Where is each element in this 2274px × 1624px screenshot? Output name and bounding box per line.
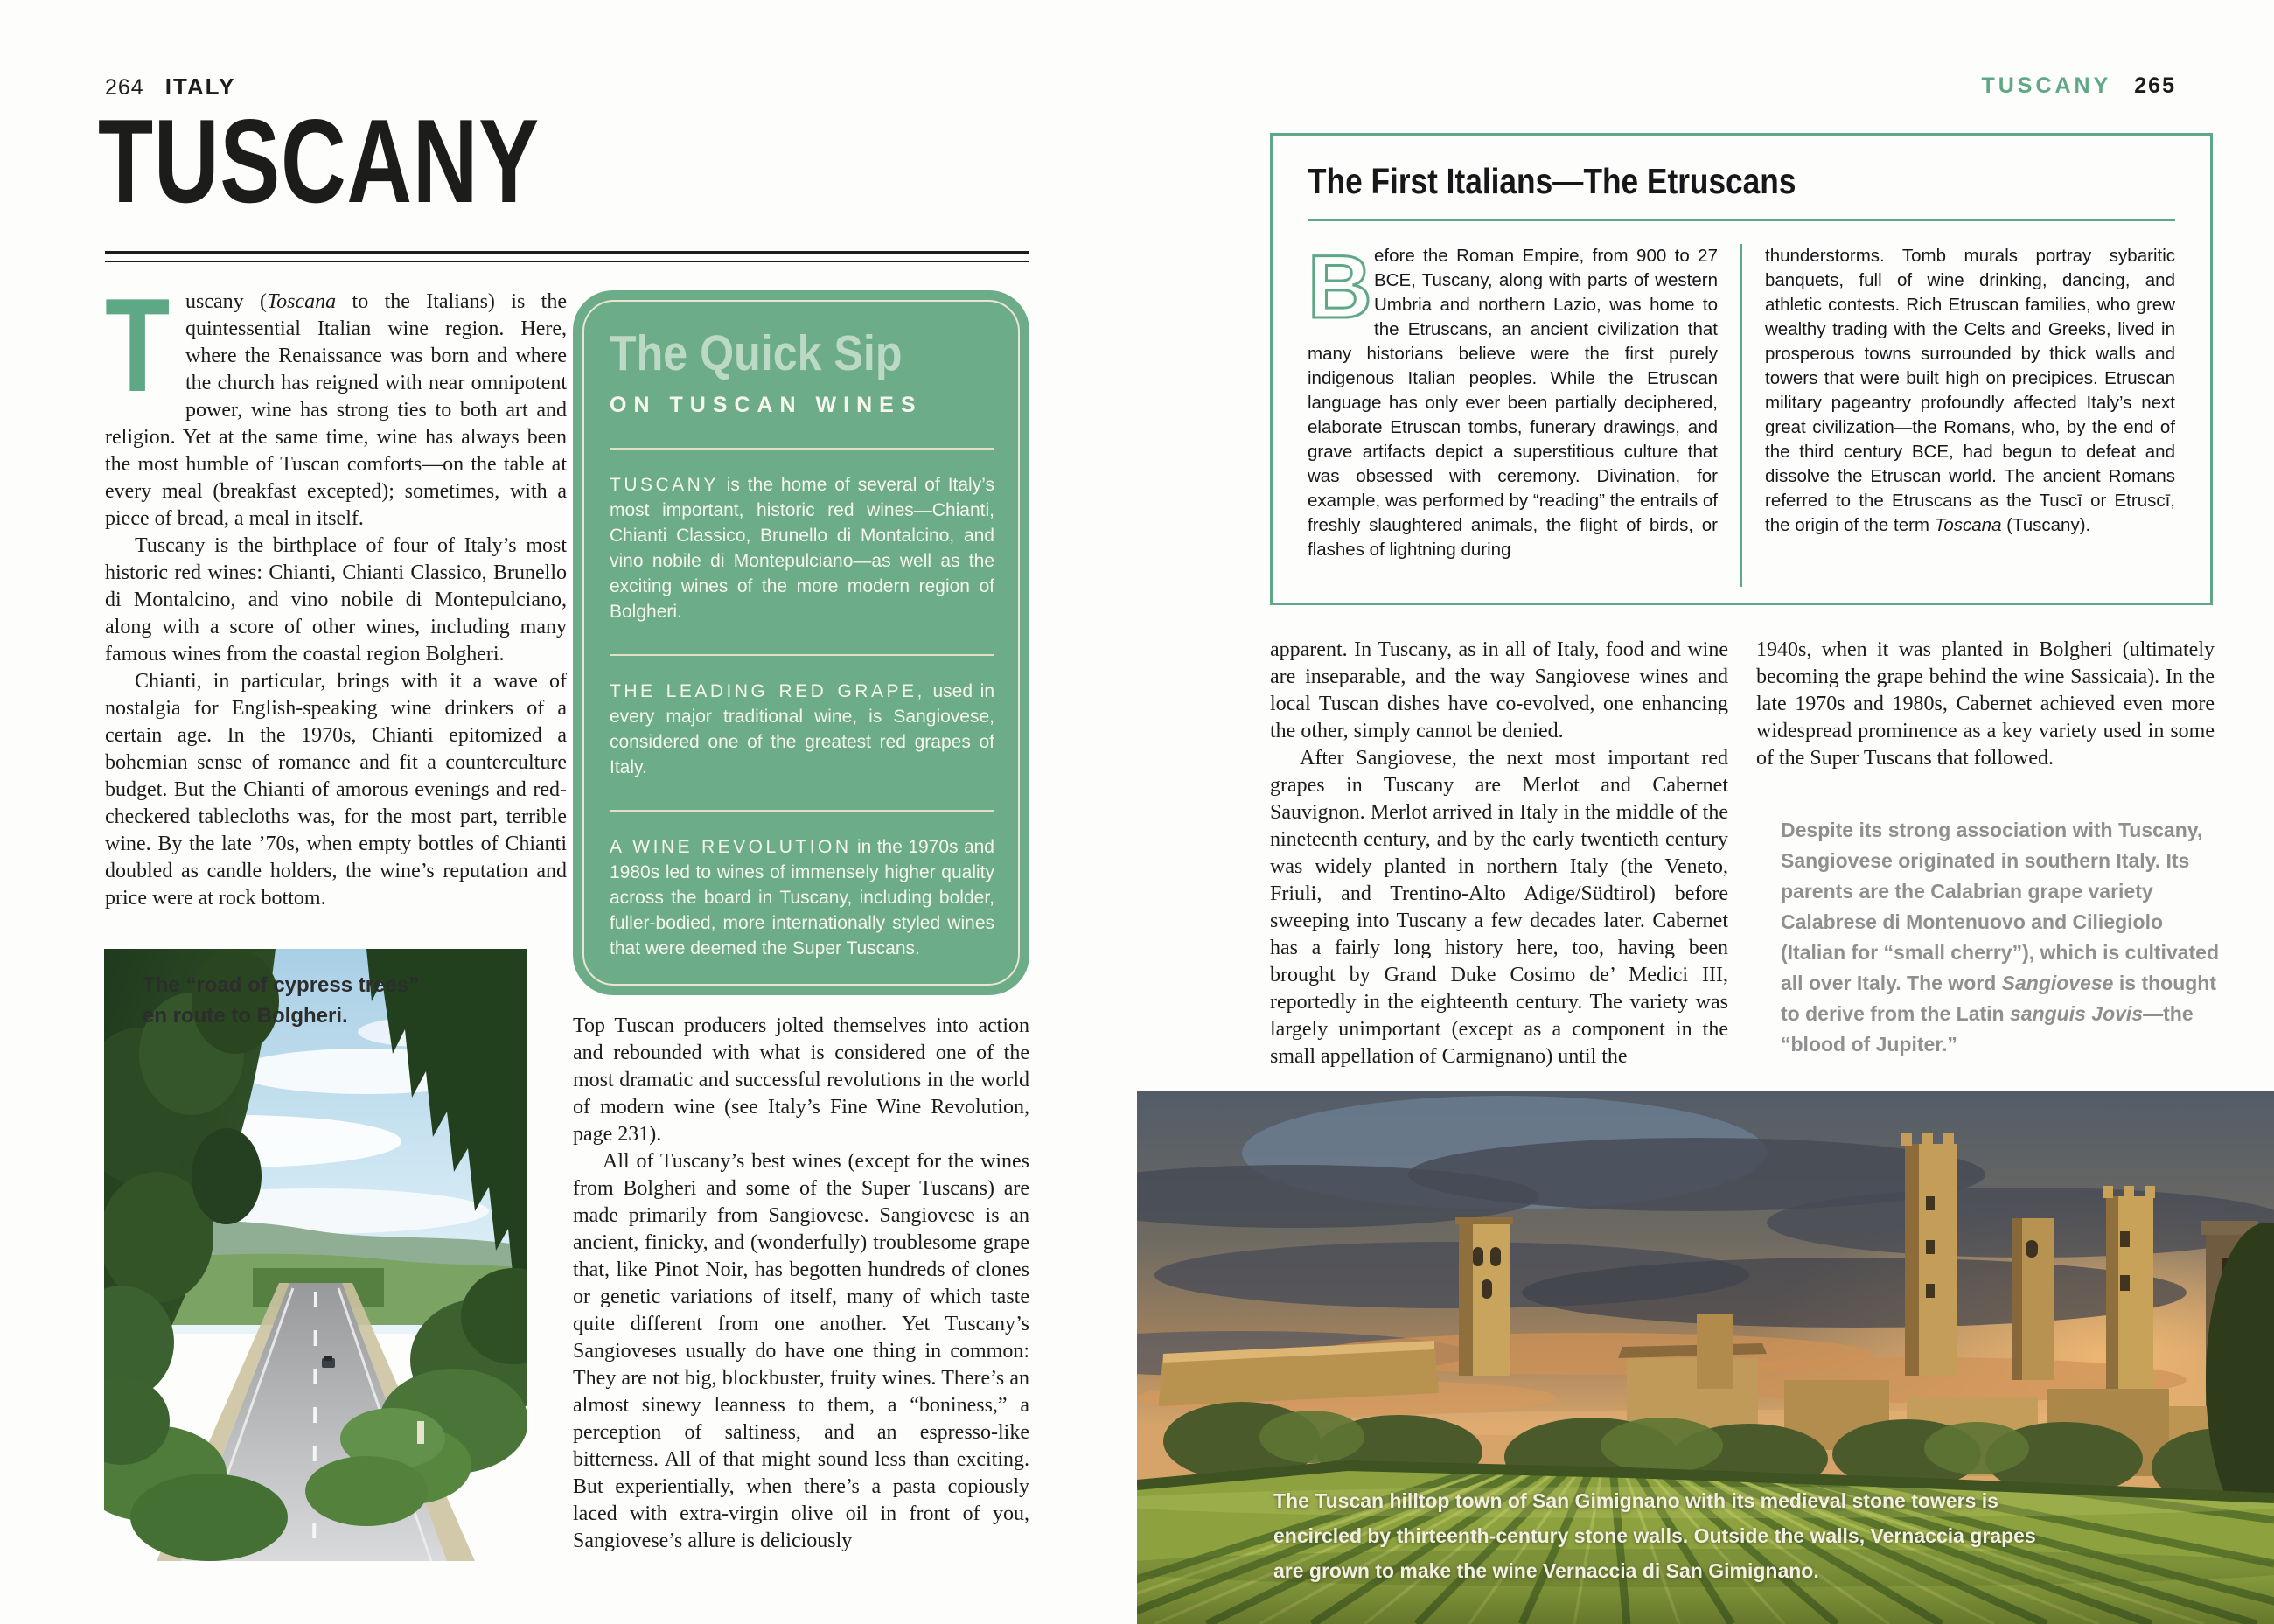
right-body-paragraph-2: After Sangiovese, the next most important red grapes in Tuscany are Merlot and Cabernet Sauvignon. Merlot arrived in Italy in the middle of the nineteenth century, and by the early twentieth century was widely planted in northern Italy (the Veneto, Friuli, and Trentino-Alto Adige/Südtirol) before sweeping into Tuscany a few decades later. Cabernet has a fairly long history here, too, having been brought by Grand Duke Cosimo de’ Medici III, reportedly in the eighteenth century. The variety was largely unimportant (except as a component in the small appellation of Carmignano) until the — [1270, 747, 1728, 1068]
san-gimignano-caption-line-3: are grown to make the wine Vernaccia di San Gimignano. — [1273, 1559, 1819, 1582]
san-gimignano-caption-line-2: encircled by thirteenth-century stone walls. Outside the walls, Vernaccia grapes — [1273, 1524, 2036, 1547]
right-body-column-right — [1756, 637, 2215, 772]
continuation-paragraph-2: All of Tuscany’s best wines (except for the wines from Bolgheri and some of the Super Tuscans) are made primarily from Sangiovese. Sangiovese is an ancient, finicky, and (wonderfully) troublesome grape that, like Pinot Noir, has begotten hundreds of clones or genetic variations of itself, many of which taste quite different from one another. Yet Tuscany’s Sangioveses usually do have one thing in common: They are not big, blockbuster, fruity wines. There’s an almost sinewy leanness to them, a “boniness,” a perception of saltiness, and an espresso-like bitterness. All of that might sound less than exciting. But experientially, when there’s a pasta copiously laced with extra-virgin olive oil in front of you, Sangiovese’s allure is deliciously — [573, 1150, 1029, 1552]
intro-paragraph-2: Tuscany is the birthplace of four of Italy’s most historic red wines: Chianti, Chianti Classico, Brunello di Montalcino, and vino nobile di Montepulciano, along with a score of other wines, including many famous wines from the coastal region Bolgheri. — [105, 534, 567, 666]
drop-cap-b: B — [1308, 244, 1372, 337]
etruscans-column-left: Before the Roman Empire, from 900 to 27 BCE, Tuscany, along with parts of western Umbria and northern Lazio, was home to the Etruscans, an ancient civilization that many historians believe were the first purely indigenous Italian peoples. While the Etruscan language has only ever been partially deciphered, elaborate Etruscan tombs, funerary drawings, and grave artifacts depict a superstitious culture that was obsessed with ceremony. Divination, for example, was performed by “reading” the entrails of freshly slaughtered animals, the flight of birds, or flashes of lightning during — [1308, 244, 1742, 587]
drop-cap-t: T — [105, 289, 171, 420]
etruscans-box-title: The First Italians—The Etruscans — [1308, 161, 1796, 201]
section-label-right: TUSCANY — [1981, 73, 2112, 98]
quick-sip-rule-2 — [610, 654, 994, 656]
cypress-road-photo — [104, 949, 527, 1561]
page-number-right: 265 — [2134, 73, 2176, 98]
intro-column — [105, 289, 567, 939]
san-gimignano-caption-line-1: The Tuscan hilltop town of San Gimignano with its medieval stone towers is — [1273, 1489, 1998, 1512]
section-label-left: ITALY — [164, 73, 236, 100]
quick-sip-paragraph-1: TUSCANY is the home of several of Italy’s most important, historic red wines—Chianti, Chianti Classico, Brunello di Montalcino, and vino nobile di Montepulciano—as well as the exciting wines of the more modern region of Bolgheri. — [610, 475, 994, 622]
right-body-column-left — [1270, 637, 1728, 1098]
intro-paragraph-1: Tuscany (Toscana to the Italians) is the quintessential Italian wine region. Here, where the Renaissance was born and where the church has reigned with near omnipotent power, wine has strong ties to both art and religion. Yet at the same time, wine has always been the most humble of Tuscan comforts—on the table at every meal (breakfast excepted); sometimes, with a piece of bread, a meal in itself. — [105, 289, 567, 530]
quick-sip-subtitle: ON TUSCAN WINES — [610, 393, 923, 417]
etruscans-title-rule — [1308, 219, 2175, 221]
quick-sip-paragraph-3: A WINE REVOLUTION in the 1970s and 1980s led to wines of immensely higher quality across the board in Tuscany, including bolder, fuller-bodied, more internationally styled wines that were deemed the Super Tuscans. — [610, 837, 994, 958]
san-gimignano-photo — [1137, 1091, 2274, 1624]
quick-sip-title: The Quick Sip — [610, 325, 903, 381]
quick-sip-rule-3 — [610, 810, 994, 812]
etruscans-column-right: thunderstorms. Tomb murals portray sybaritic banquets, full of wine drinking, dancing, and athletic contests. Rich Etruscan families, who grew wealthy trading with the Celts and Greeks, lived in prosperous towns surrounded by thick walls and towers that were built high on precipices. Etruscan military pageantry profoundly affected Italy’s next great civilization—the Romans, who, by the end of the third century BCE, had begun to defeat and dissolve the Etruscan world. The ancient Romans referred to the Etruscans as the Tuscī or Etruscī, the origin of the term Toscana (Tuscany). — [1765, 246, 2175, 535]
title-double-rule — [105, 251, 1029, 262]
quick-sip-rule-1 — [610, 448, 994, 450]
folio-right — [1981, 73, 2176, 99]
cypress-caption-line-1: The “road of cypress trees” — [143, 973, 420, 997]
right-body-paragraph-3: 1940s, when it was planted in Bolgheri (ultimately becoming the grape behind the wine Sassicaia). In the late 1970s and 1980s, Cabernet achieved even more widespread prominence as a key variety used in some of the Super Tuscans that followed. — [1756, 638, 2215, 770]
continuation-paragraph-1: Top Tuscan producers jolted themselves into action and rebounded with what is considered one of the most dramatic and successful revolutions in the world of modern wine (see Italy’s Fine Wine Revolution, page 231). — [573, 1014, 1029, 1146]
san-gimignano-photo-caption — [1273, 1483, 2036, 1588]
sangiovese-sidebar-note: Despite its strong association with Tuscany, Sangiovese originated in southern Italy. Its parents are the Calabrian grape variety Calabrese di Montenuovo and Ciliegiolo (Italian for “small cherry”), which is cultivated all over Italy. The word Sangiovese is thought to derive from the Latin sanguis Jovis—the “blood of Jupiter.” — [1781, 819, 2220, 1056]
continuation-column — [573, 1013, 1029, 1582]
cypress-road-illustration — [104, 949, 527, 1561]
cypress-caption-line-2: en route to Bolgheri. — [143, 1004, 348, 1028]
cypress-photo-caption — [143, 970, 419, 1031]
chapter-title: TUSCANY — [98, 94, 540, 227]
etruscans-box — [1270, 133, 2213, 605]
intro-paragraph-3: Chianti, in particular, brings with it a wave of nostalgia for English-speaking wine drinkers of a certain age. In the 1970s, Chianti epitomized a bohemian sense of romance and fit a counterculture budget. But the Chianti of amorous evenings and red-checkered tablecloths was, for the most part, terrible wine. By the late ’70s, when empty bottles of Chianti doubled as candle holders, the wine’s reputation and price were at rock bottom. — [105, 670, 567, 910]
quick-sip-paragraph-2: THE LEADING RED GRAPE, used in every major traditional wine, is Sangiovese, considered one of the greatest red grapes of Italy. — [610, 681, 994, 777]
quick-sip-box — [573, 290, 1029, 995]
right-body-paragraph-1: apparent. In Tuscany, as in all of Italy, food and wine are inseparable, and the way Sangiovese wines and local Tuscan dishes have co-evolved, one enhancing the other, simply cannot be denied. — [1270, 638, 1728, 742]
page-number-left: 264 — [105, 75, 144, 100]
